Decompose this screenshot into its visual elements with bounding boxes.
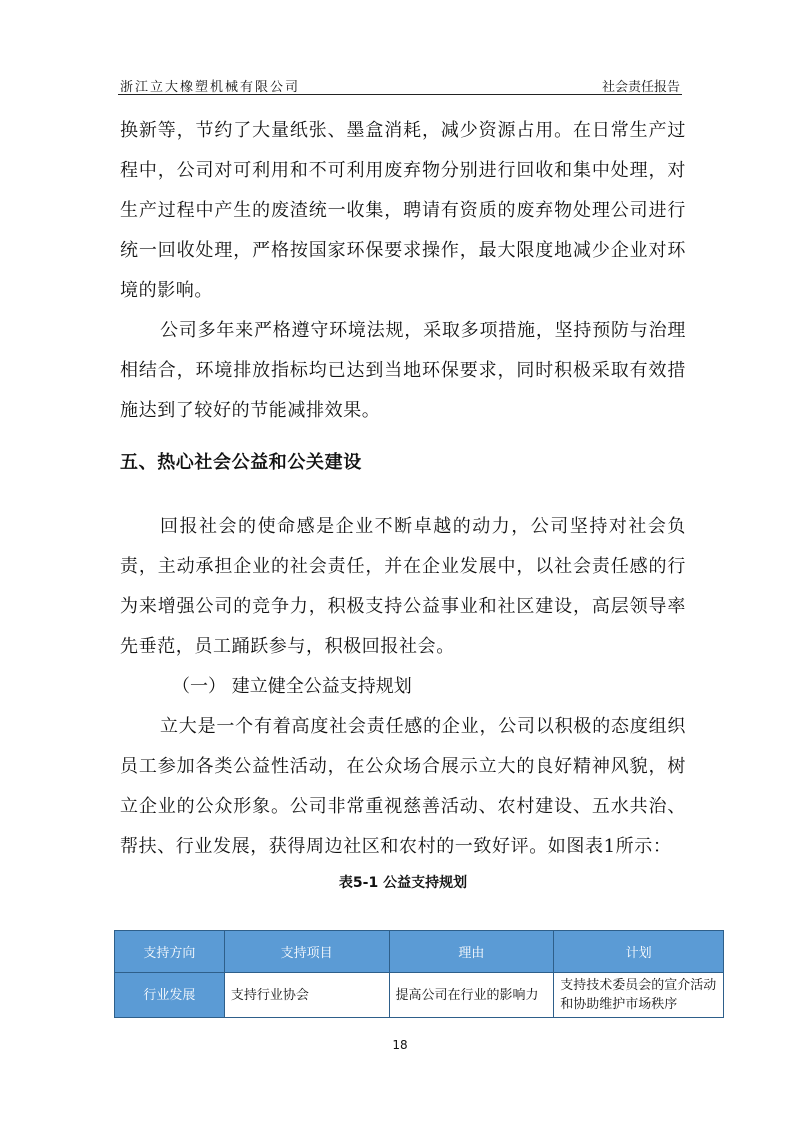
table-header-plan: 计划 [554, 931, 724, 973]
table-header-project: 支持项目 [224, 931, 389, 973]
table-header-direction: 支持方向 [115, 931, 225, 973]
table-header-row [115, 931, 724, 973]
section-title: 五、热心社会公益和公关建设 [120, 452, 362, 473]
paragraph-waste-handling: 换新等，节约了大量纸张、墨盒消耗，减少资源占用。在日常生产过程中，公司对可利用和不可利用废弃物分别进行回收和集中处理，对生产过程中产生的废渣统一收集，聘请有资质的废弃物处理公司进行统一回收处理，严格按国家环保要求操作，最大限度地减少企业对环境的影响。 [120, 120, 686, 301]
subsection-title: （一） 建立健全公益支持规划 [172, 676, 412, 697]
cell-direction: 行业发展 [115, 973, 225, 1018]
table-caption: 表5-1 公益支持规划 [338, 875, 468, 891]
cell-reason: 提高公司在行业的影响力 [389, 973, 554, 1018]
table-header-reason: 理由 [389, 931, 554, 973]
table-row [115, 973, 724, 1018]
page-header [118, 74, 682, 95]
header-report-title: 社会责任报告 [601, 80, 680, 95]
paragraph-public-welfare: 立大是一个有着高度社会责任感的企业，公司以积极的态度组织员工参加各类公益性活动，在公众场合展示立大的良好精神风貌，树立企业的公众形象。公司非常重视慈善活动、农村建设、五水共治、帮扶、行业发展，获得周边社区和农村的一致好评。如图表1所示： [120, 716, 686, 857]
page-number: 18 [392, 1038, 408, 1052]
page-body [120, 111, 686, 899]
cell-project: 支持行业协会 [224, 973, 389, 1018]
public-welfare-plan-table [114, 930, 724, 1018]
header-company-name: 浙江立大橡塑机械有限公司 [120, 80, 301, 95]
paragraph-environment-compliance: 公司多年来严格遵守环境法规，采取多项措施，坚持预防与治理相结合，环境排放指标均已达到当地环保要求，同时积极采取有效措施达到了较好的节能减排效果。 [120, 320, 686, 421]
cell-plan: 支持技术委员会的宣介活动和协助维护市场秩序 [554, 973, 724, 1018]
paragraph-social-responsibility: 回报社会的使命感是企业不断卓越的动力，公司坚持对社会负责，主动承担企业的社会责任，并在企业发展中，以社会责任感的行为来增强公司的竞争力，积极支持公益事业和社区建设，高层领导率先垂范，员工踊跃参与，积极回报社会。 [120, 516, 686, 657]
